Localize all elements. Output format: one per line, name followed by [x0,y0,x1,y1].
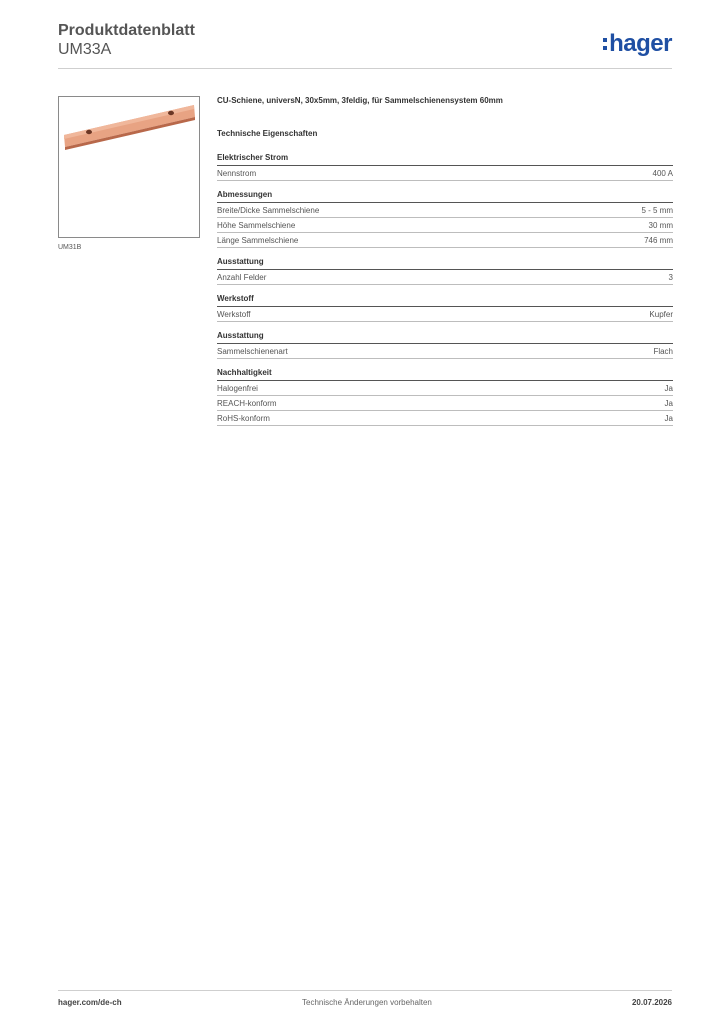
spec-row [217,307,673,322]
spec-value: Ja [664,414,673,423]
spec-row [217,233,673,248]
tech-properties-heading: Technische Eigenschaften [217,129,318,138]
spec-value: Ja [664,384,673,393]
spec-section [217,368,673,426]
spec-value: Kupfer [649,310,673,319]
spec-value: 746 mm [644,236,673,245]
spec-row [217,218,673,233]
spec-value: 3 [668,273,673,282]
spec-sections [217,153,673,426]
footer-notice: Technische Änderungen vorbehalten [302,998,432,1007]
spec-label: RoHS-konform [217,414,270,423]
spec-value: Flach [653,347,673,356]
spec-value: 400 A [652,169,673,178]
spec-label: Halogenfrei [217,384,258,393]
section-title: Ausstattung [217,257,673,270]
spec-label: REACH-konform [217,399,277,408]
spec-label: Höhe Sammelschiene [217,221,296,230]
spec-section [217,190,673,248]
spec-row [217,203,673,218]
product-image [58,96,200,238]
document-header [58,22,672,59]
spec-section [217,294,673,322]
spec-row [217,344,673,359]
section-title: Ausstattung [217,331,673,344]
header-divider [58,68,672,69]
spec-section [217,153,673,181]
section-title: Abmessungen [217,190,673,203]
spec-section [217,257,673,285]
product-description: CU-Schiene, universN, 30x5mm, 3feldig, für Sammelschienensystem 60mm [217,96,503,105]
spec-row [217,396,673,411]
spec-label: Länge Sammelschiene [217,236,299,245]
spec-label: Sammelschienenart [217,347,288,356]
spec-value: Ja [664,399,673,408]
spec-label: Nennstrom [217,169,257,178]
logo-dots-icon [603,36,607,52]
footer-divider [58,990,672,991]
spec-label: Werkstoff [217,310,251,319]
footer-website-link[interactable]: hager.com/de-ch [58,998,122,1007]
image-caption: UM31B [58,244,82,251]
product-details [217,96,673,435]
spec-row [217,381,673,396]
article-number: UM33A [58,41,112,58]
spec-label: Breite/Dicke Sammelschiene [217,206,320,215]
logo-text: hager [609,30,672,57]
spec-row [217,166,673,181]
spec-value: 30 mm [648,221,673,230]
hager-logo [603,30,672,58]
spec-row [217,411,673,426]
section-title: Elektrischer Strom [217,153,673,166]
spec-value: 5 - 5 mm [641,206,673,215]
spec-label: Anzahl Felder [217,273,267,282]
footer-date: 20.07.2026 [631,998,672,1007]
section-title: Nachhaltigkeit [217,368,673,381]
spec-section [217,331,673,359]
page-title: Produktdatenblatt [58,22,195,39]
section-title: Werkstoff [217,294,673,307]
spec-row [217,270,673,285]
copper-busbar-icon [59,97,199,237]
